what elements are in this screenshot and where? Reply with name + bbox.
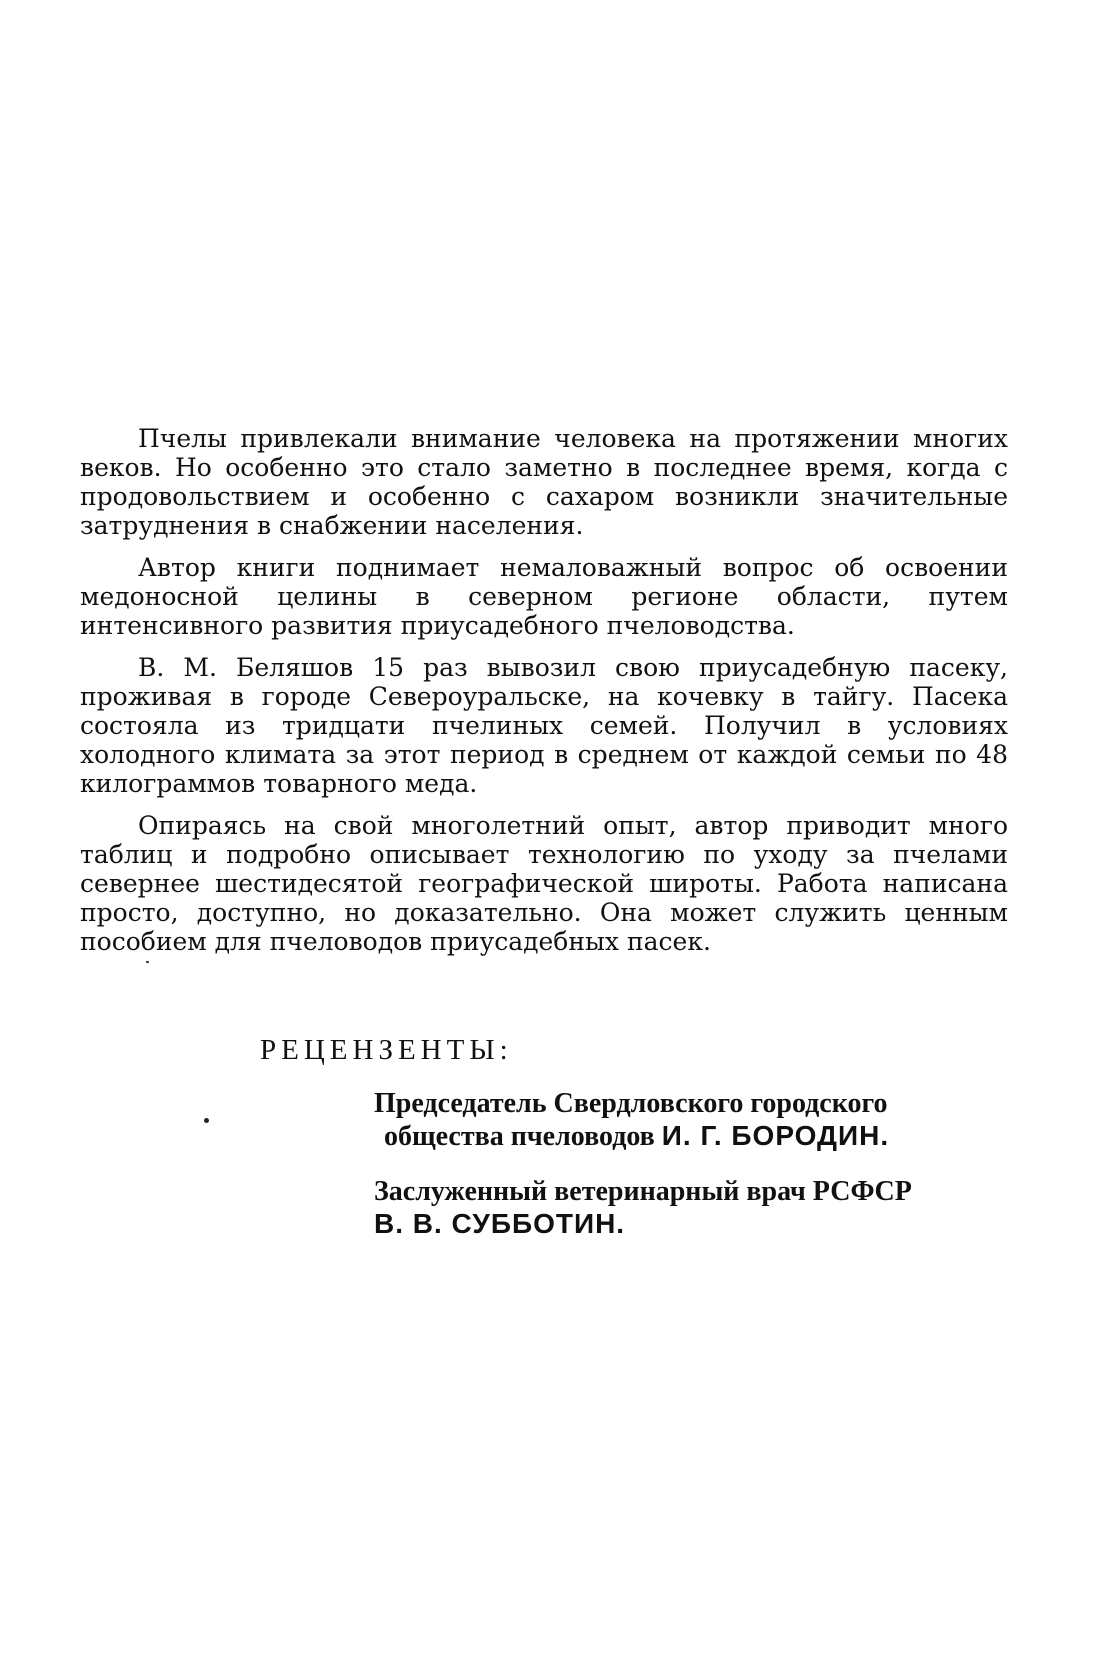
- reviewer-role-continued: [374, 1120, 994, 1153]
- reviewer-role-tail: общества пчеловодов: [384, 1121, 655, 1152]
- annotation-paragraph: Автор книги поднимает немаловажный вопрос об освоении медоносной целины в северном регионе области, путем интенсивного развития приусадебного пчеловодства.: [80, 553, 1008, 640]
- reviewers-heading: РЕЦЕНЗЕНТЫ:: [260, 1034, 513, 1066]
- reviewer-role: Заслуженный ветеринарный врач РСФСР: [374, 1176, 912, 1207]
- print-speck: [146, 961, 149, 963]
- print-speck: [204, 1118, 209, 1123]
- reviewer-role: Председатель Свердловского городского: [374, 1088, 888, 1119]
- annotation-paragraph: Пчелы привлекали внимание человека на протяжении многих веков. Но особенно это стало заметно в последнее время, когда с продовольствием и особенно с сахаром возникли значительные затруднения в снабжении населения.: [80, 424, 1008, 540]
- reviewer-name: И. Г. БОРОДИН.: [661, 1120, 890, 1151]
- annotation-paragraph: Опираясь на свой многолетний опыт, автор приводит много таблиц и подробно описывает технологию по уходу за пчелами севернее шестидесятой географической широты. Работа написана просто, доступно, но доказательно. Она может служить ценным пособием для пчеловодов приусадебных пасек.: [80, 811, 1008, 956]
- annotation-paragraph: В. М. Беляшов 15 раз вывозил свою приусадебную пасеку, проживая в городе Североуральске, на кочевку в тайгу. Пасека состояла из тридцати пчелиных семей. Получил в условиях холодного климата за этот период в среднем от каждой семьи по 48 килограммов товарного меда.: [80, 653, 1008, 798]
- reviewer-name: В. В. СУББОТИН.: [374, 1208, 626, 1239]
- reviewer-entry: [374, 1088, 994, 1153]
- reviewer-entry: [374, 1176, 994, 1240]
- book-annotation: [80, 424, 1008, 969]
